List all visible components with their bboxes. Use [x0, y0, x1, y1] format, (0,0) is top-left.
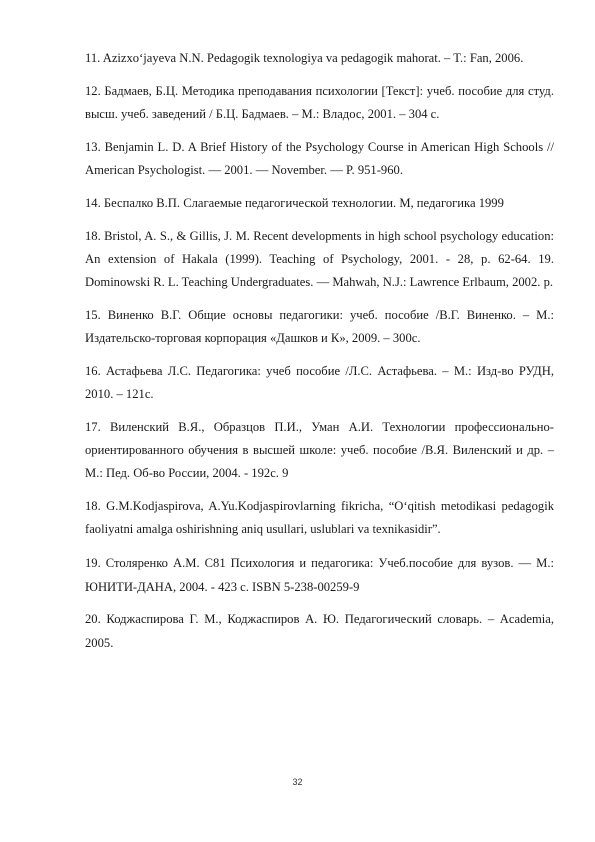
reference-item-17: 17. Виленский В.Я., Образцов П.И., Уман А.И. Технологии профессионально- ориентированного обучения в высшей школе: учеб. пособие /В.Я. Виленский и др. – М.: Пед. Об-во России, 2004. - 192с. 9 [85, 419, 554, 481]
reference-item-16: 16. Астафьева Л.С. Педагогика: учеб пособие /Л.С. Астафьева. – М.: Изд-во РУДН, 2010. – 121с. [85, 363, 554, 401]
reference-item-18-19: 18. Bristol, A. S., & Gillis, J. M. Recent developments in high school psychology education: An extension of Hakala (1999). Teaching of Psychology, 2001. - 28, p. 62-64. 19. Dominowski R. L. Teaching Undergraduates. — Mahwah, N.J.: Lawrence Erlbaum, 2002. p. [85, 228, 554, 289]
reference-item-18: 18. G.M.Kodjaspirova, A.Yu.Kodjaspirovlarning fikricha, “O‘qitish metodikasi pedagogik faoliyatni amalga oshirishning aniq usullari, uslublari va texnikasidir”. [85, 499, 554, 537]
reference-item-11: 11. Azizxo‘jayeva N.N. Pedagogik texnologiya va pedagogik mahorat. – T.: Fan, 2006. [85, 51, 524, 65]
reference-item-20: 20. Коджаспирова Г. М., Коджаспиров А. Ю. Педагогический словарь. – Academia, 2005. [85, 612, 554, 650]
reference-item-19: 19. Столяренко А.М. С81 Психология и педагогика: Учеб.пособие для вузов. — М.: ЮНИТИ-ДАНА, 2004. - 423 с. ISBN 5-238-00259-9 [85, 556, 554, 594]
page-number: 32 [292, 777, 303, 787]
reference-list [85, 47, 554, 664]
reference-item-12: 12. Бадмаев, Б.Ц. Методика преподавания психологии [Текст]: учеб. пособие для студ. высш. учеб. заведений / Б.Ц. Бадмаев. – М.: Владос, 2001. – 304 с. [85, 83, 554, 121]
reference-item-15: 15. Виненко В.Г. Общие основы педагогики: учеб. пособие /В.Г. Виненко. – М.: Издательско-торговая корпорация «Дашков и К», 2009. – 300с. [85, 307, 554, 345]
reference-item-13: 13. Benjamin L. D. A Brief History of the Psychology Course in American High Schools // American Psychologist. — 2001. — November. — P. 951-960. [85, 139, 554, 177]
reference-item-14: 14. Беспалко В.П. Слагаемые педагогической технологии. М, педагогика 1999 [85, 195, 504, 210]
